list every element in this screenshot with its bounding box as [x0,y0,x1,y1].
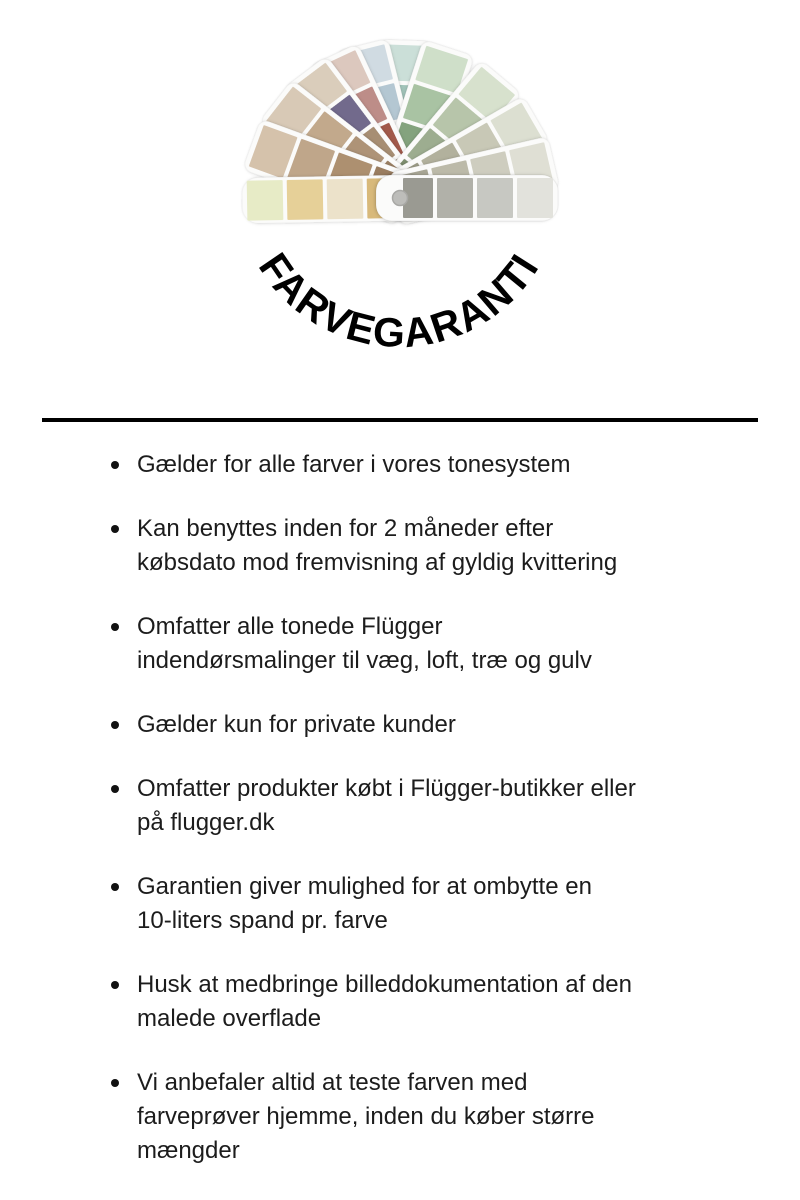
rivet [393,191,408,206]
list-item [137,610,760,678]
list-item-line: på flugger.dk [137,809,275,836]
list-item [137,448,760,482]
farvegaranti-logo [0,0,800,360]
list-item-line: Kan benyttes inden for 2 måneder efter [137,515,554,542]
list-item [137,708,760,742]
logo-arc-text: FARVEGARANTI [250,244,548,357]
color-swatch [287,179,324,220]
list-item-line: Omfatter alle tonede Flügger [137,613,443,640]
list-item [137,870,760,938]
color-swatch [477,178,513,218]
color-swatch [327,179,364,220]
list-item-line: malede overflade [137,1005,322,1032]
list-item [137,1066,760,1168]
divider [42,418,758,422]
list-item [137,512,760,580]
list-item-line: Gælder for alle farver i vores tonesystem [137,451,571,478]
list-item-line: Omfatter produkter købt i Flügger-butikker eller [137,775,636,802]
list-item-line: Husk at medbringe billeddokumentation af den [137,971,632,998]
color-fan-logo-svg [0,0,800,360]
color-fan-deck [242,38,560,225]
guarantee-list [0,448,800,1168]
list-item-line: Gælder kun for private kunder [137,711,456,738]
list-item-line: 10-liters spand pr. farve [137,907,388,934]
list-item-line: farveprøver hjemme, inden du køber større [137,1103,595,1130]
color-swatch [247,180,284,221]
color-swatch [517,178,553,218]
list-item-line: Vi anbefaler altid at teste farven med [137,1069,528,1096]
list-item-line: indendørsmalinger til væg, loft, træ og gulv [137,647,592,674]
list-item [137,968,760,1036]
color-swatch [437,178,473,218]
list-item-line: købsdato mod fremvisning af gyldig kvittering [137,549,618,576]
list-item-line: mængder [137,1137,240,1164]
list-item [137,772,760,840]
list-item-line: Garantien giver mulighed for at ombytte en [137,873,592,900]
